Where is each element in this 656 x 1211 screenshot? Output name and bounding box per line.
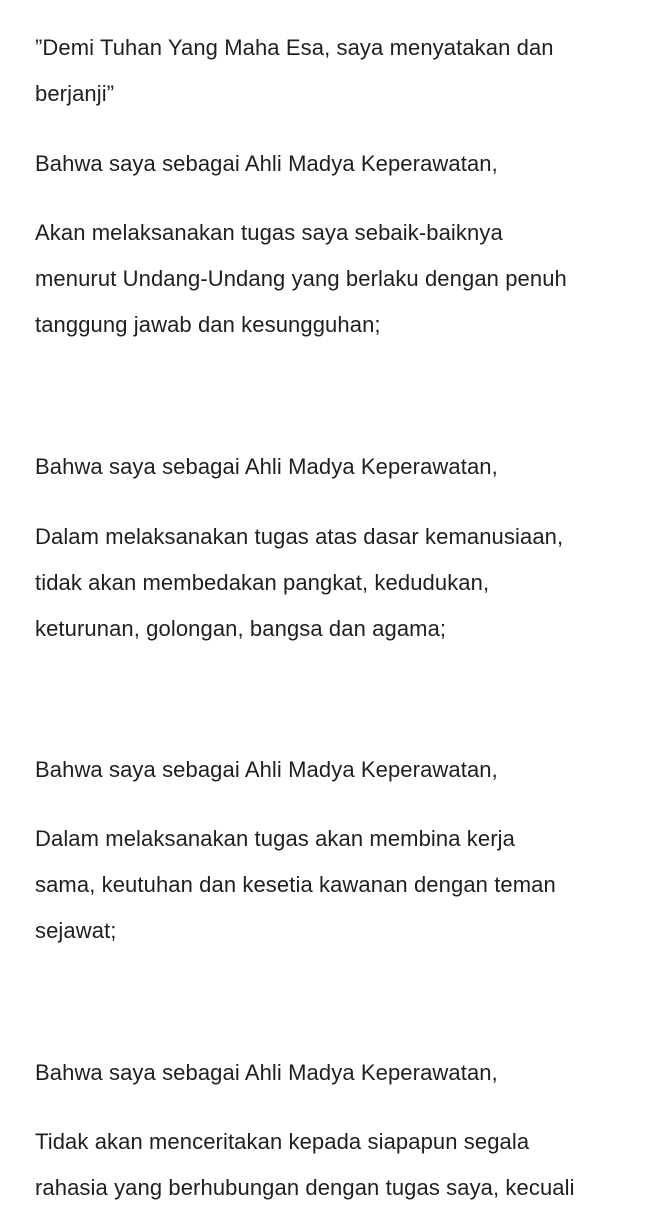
text-line: sama, keutuhan dan kesetia kawanan dengan teman: [35, 872, 556, 897]
text-line: rahasia yang berhubungan dengan tugas saya, kecuali: [35, 1175, 575, 1200]
text-line: keturunan, golongan, bangsa dan agama;: [35, 616, 447, 641]
oath-opening: [35, 25, 554, 117]
text-line: berjanji”: [35, 81, 115, 106]
text-line: Dalam melaksanakan tugas atas dasar kemanusiaan,: [35, 524, 564, 549]
text-line: ”Demi Tuhan Yang Maha Esa, saya menyatakan dan: [35, 35, 554, 60]
text-line: tanggung jawab dan kesungguhan;: [35, 312, 381, 337]
oath-clause-body: [35, 1119, 575, 1211]
text-line: menurut Undang-Undang yang berlaku dengan penuh: [35, 266, 567, 291]
text-line: tidak akan membedakan pangkat, kedudukan,: [35, 570, 490, 595]
oath-clause-heading: [35, 747, 498, 793]
oath-clause-heading: [35, 141, 498, 187]
text-line: sejawat;: [35, 918, 117, 943]
oath-clause-body: [35, 210, 567, 348]
text-line: Bahwa saya sebagai Ahli Madya Keperawatan,: [35, 757, 498, 782]
oath-clause-body: [35, 514, 563, 652]
text-line: Dalam melaksanakan tugas akan membina kerja: [35, 826, 515, 851]
oath-clause-heading: [35, 444, 498, 490]
text-line: Bahwa saya sebagai Ahli Madya Keperawatan,: [35, 1060, 498, 1085]
oath-clause-heading: [35, 1050, 498, 1096]
text-line: Bahwa saya sebagai Ahli Madya Keperawatan,: [35, 454, 498, 479]
text-line: Tidak akan menceritakan kepada siapapun segala: [35, 1129, 530, 1154]
text-line: Akan melaksanakan tugas saya sebaik-baiknya: [35, 220, 503, 245]
oath-clause-body: [35, 816, 556, 954]
text-line: Bahwa saya sebagai Ahli Madya Keperawatan,: [35, 151, 498, 176]
